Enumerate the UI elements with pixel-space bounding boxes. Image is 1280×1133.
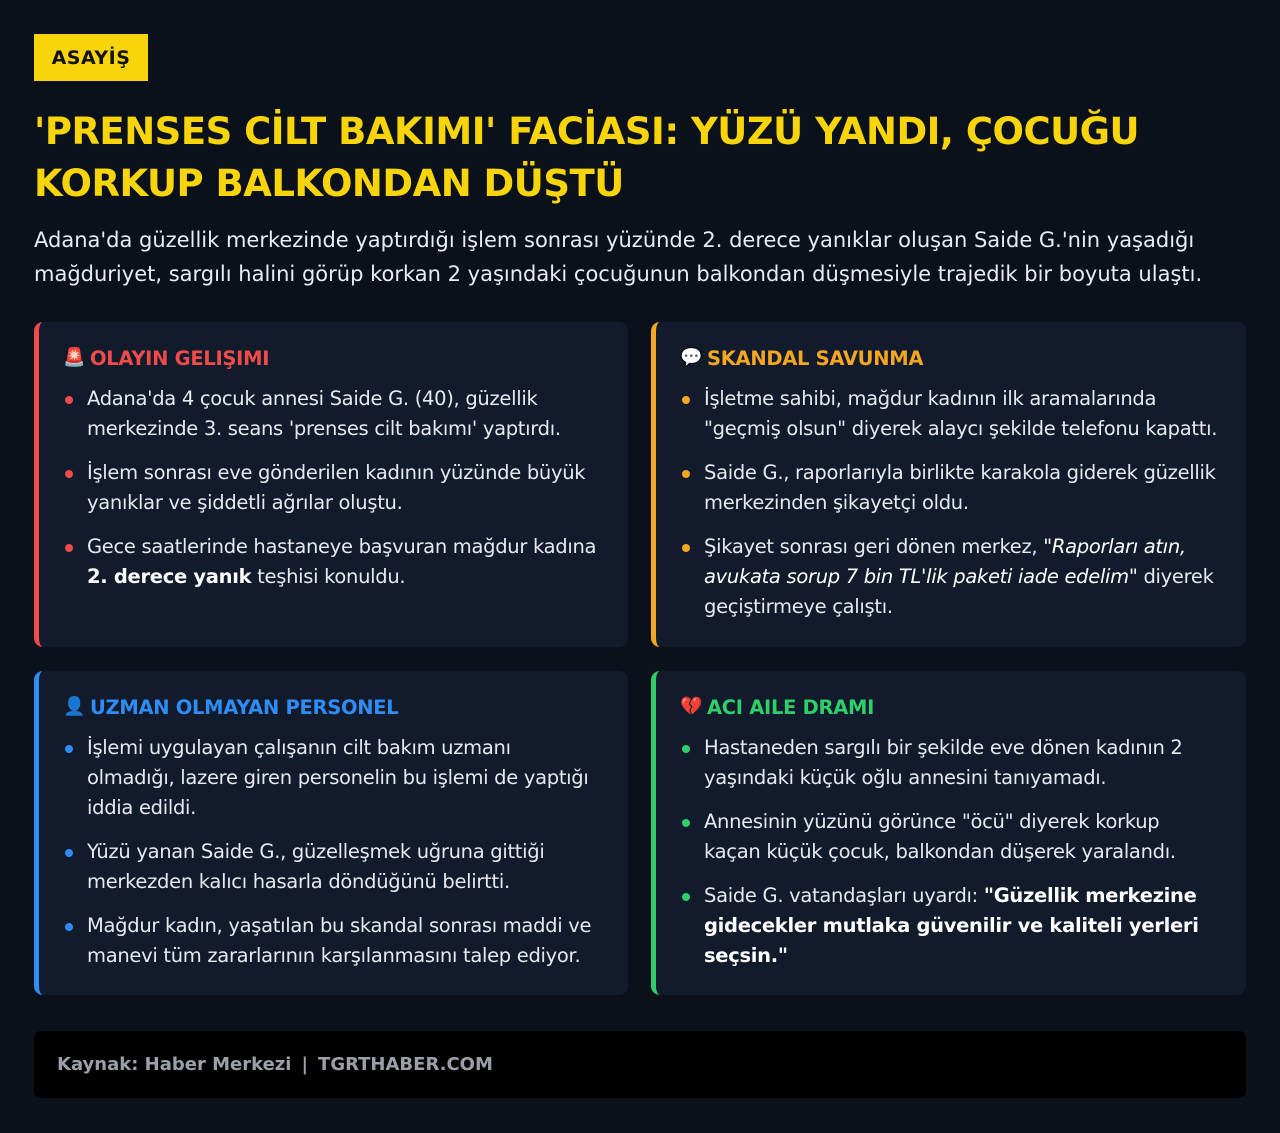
footer-separator: | bbox=[301, 1054, 309, 1075]
bullet-dot bbox=[65, 396, 73, 404]
bullet-dot bbox=[65, 849, 73, 857]
bullet-dot bbox=[65, 544, 73, 552]
bullet-dot bbox=[65, 470, 73, 478]
card-bullets bbox=[63, 384, 600, 592]
headline: 'PRENSES CİLT BAKIMI' FACİASI: YÜZÜ YANDI, ÇOCUĞU KORKUP BALKONDAN DÜŞTÜ bbox=[34, 110, 1140, 205]
list-item: Yüzü yanan Saide G., güzelleşmek uğruna gittiği merkezden kalıcı hasarla döndüğünü belirtti. bbox=[63, 837, 600, 897]
list-item: Hastaneden sargılı bir şekilde eve dönen kadının 2 yaşındaki küçük oğlu annesini tanıyamadı. bbox=[680, 733, 1218, 793]
speech-bubble-icon: 💬 bbox=[679, 347, 703, 368]
card-heading bbox=[680, 344, 1218, 372]
card-heading-label: UZMAN OLMAYAN PERSONEL bbox=[90, 695, 399, 719]
card-bullets bbox=[63, 733, 600, 971]
bullet-dot bbox=[65, 923, 73, 931]
card-bullets bbox=[680, 384, 1218, 622]
source-footer bbox=[34, 1031, 1246, 1098]
card-defense bbox=[651, 322, 1246, 647]
card-staff bbox=[34, 671, 628, 995]
list-item: Mağdur kadın, yaşatılan bu skandal sonrası maddi ve manevi tüm zararlarının karşılanmasını talep ediyor. bbox=[63, 911, 600, 971]
card-heading-label: ACI AILE DRAMI bbox=[707, 695, 875, 719]
card-heading-label: OLAYIN GELIŞIMI bbox=[90, 346, 270, 370]
bullet-dot bbox=[65, 745, 73, 753]
lead-paragraph: Adana'da güzellik merkezinde yaptırdığı işlem sonrası yüzünde 2. derece yanıklar oluşan Saide G.'nin yaşadığı mağduriyet, sargılı halini görüp korkan 2 yaşındaki çocuğunun balkondan düşmesiyle trajedik bir boyuta ulaştı. bbox=[34, 228, 1203, 286]
bullet-dot bbox=[682, 396, 690, 404]
bullet-dot bbox=[682, 819, 690, 827]
bold-quote: "Güzellik merkezine gidecekler mutlaka güvenilir ve kaliteli yerleri seçsin." bbox=[704, 884, 1199, 967]
bullet-dot bbox=[682, 544, 690, 552]
bullet-dot bbox=[682, 745, 690, 753]
italic-quote: "Raporları atın, avukata sorup 7 bin TL'lik paketi iade edelim" bbox=[704, 535, 1186, 588]
bullet-dot bbox=[682, 470, 690, 478]
broken-heart-icon: 💔 bbox=[679, 696, 703, 717]
list-item: Adana'da 4 çocuk annesi Saide G. (40), güzellik merkezinde 3. seans 'prenses cilt bakımı' yaptırdı. bbox=[63, 384, 600, 444]
list-item: Gece saatlerinde hastaneye başvuran mağdur kadına 2. derece yanık teşhisi konuldu. bbox=[63, 532, 600, 592]
card-family-drama bbox=[651, 671, 1246, 995]
card-heading bbox=[680, 693, 1218, 721]
category-badge: ASAYİŞ bbox=[34, 34, 148, 81]
list-item: İşlemi uygulayan çalışanın cilt bakım uzmanı olmadığı, lazere giren personelin bu işlemi de yaptığı iddia edildi. bbox=[63, 733, 600, 823]
bold-emphasis: 2. derece yanık bbox=[87, 565, 252, 588]
card-heading-label: SKANDAL SAVUNMA bbox=[707, 346, 924, 370]
site-link[interactable]: TGRTHABER.COM bbox=[318, 1054, 493, 1075]
card-incident bbox=[34, 322, 628, 647]
list-item: Şikayet sonrası geri dönen merkez, "Raporları atın, avukata sorup 7 bin TL'lik paketi iade edelim" diyerek geçiştirmeye çalıştı. bbox=[680, 532, 1218, 622]
source-label: Kaynak: Haber Merkezi bbox=[57, 1054, 292, 1075]
list-item: Saide G. vatandaşları uyardı: "Güzellik merkezine gidecekler mutlaka güvenilir ve kaliteli yerleri seçsin." bbox=[680, 881, 1218, 971]
list-item: İşlem sonrası eve gönderilen kadının yüzünde büyük yanıklar ve şiddetli ağrılar oluştu. bbox=[63, 458, 600, 518]
bullet-dot bbox=[682, 893, 690, 901]
card-bullets bbox=[680, 733, 1218, 971]
card-heading bbox=[63, 693, 600, 721]
person-icon: 👤 bbox=[62, 696, 86, 717]
list-item: Annesinin yüzünü görünce "öcü" diyerek korkup kaçan küçük çocuk, balkondan düşerek yaralandı. bbox=[680, 807, 1218, 867]
siren-icon: 🚨 bbox=[62, 347, 86, 368]
list-item: Saide G., raporlarıyla birlikte karakola giderek güzellik merkezinden şikayetçi oldu. bbox=[680, 458, 1218, 518]
card-heading bbox=[63, 344, 600, 372]
list-item: İşletme sahibi, mağdur kadının ilk aramalarında "geçmiş olsun" diyerek alaycı şekilde telefonu kapattı. bbox=[680, 384, 1218, 444]
